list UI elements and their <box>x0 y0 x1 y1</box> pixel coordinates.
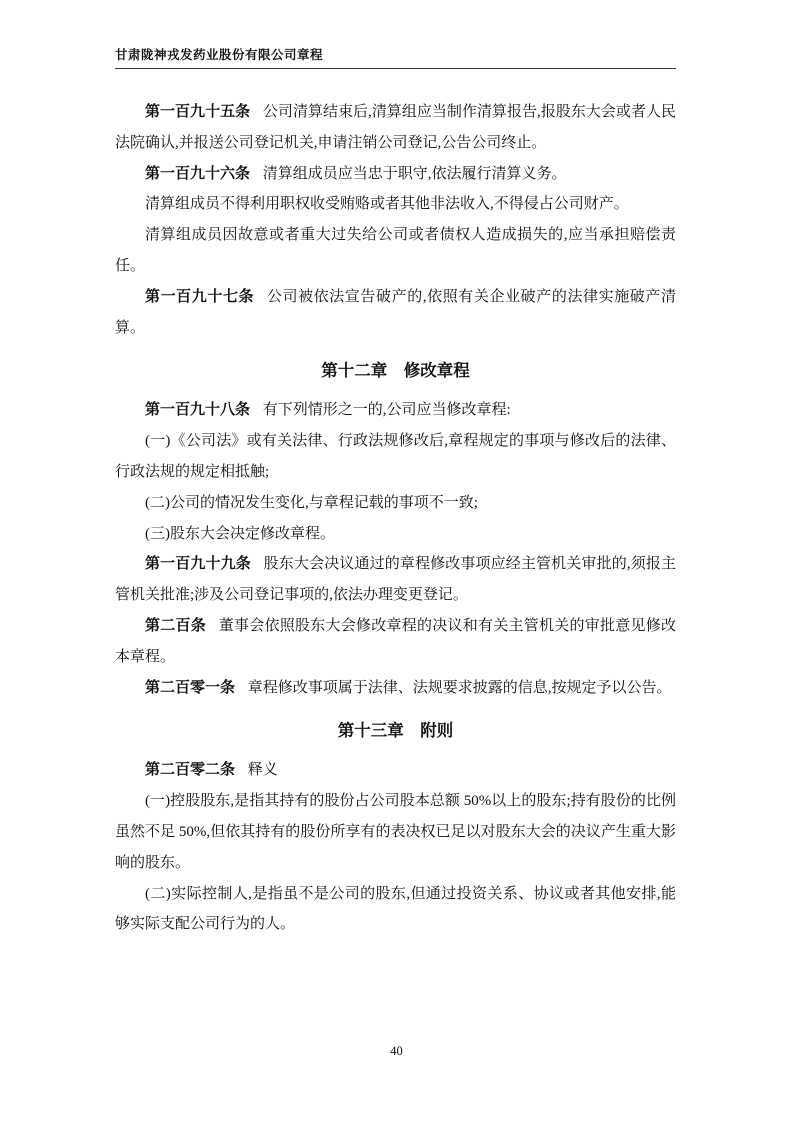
paragraph <box>115 549 676 611</box>
article-number: 第二百零一条 <box>145 679 236 696</box>
paragraph-text: 公司清算结束后,清算组应当制作清算报告,报股东大会或者人民法院确认,并报送公司登记机关,申请注销公司登记,公告公司终止。 <box>115 104 676 151</box>
paragraph-text: 董事会依照股东大会修改章程的决议和有关主管机关的审批意见修改本章程。 <box>115 617 676 665</box>
paragraph <box>115 519 676 550</box>
document-body <box>115 69 676 940</box>
header-title: 甘肃陇神戎发药业股份有限公司章程 <box>115 48 324 62</box>
paragraph <box>115 97 676 159</box>
paragraph-text: 清算组成员不得利用职权收受贿赂或者其他非法收入,不得侵占公司财产。 <box>145 196 629 213</box>
article-number: 第二百条 <box>145 617 206 634</box>
paragraph <box>115 786 676 878</box>
paragraph <box>115 879 676 941</box>
page-number: 40 <box>390 1044 403 1058</box>
paragraph-text: (一)《公司法》或有关法律、行政法规修改后,章程规定的事项与修改后的法律、行政法规的规定相抵触; <box>115 433 676 480</box>
paragraph-text: 清算组成员应当忠于职守,依法履行清算义务。 <box>262 165 567 182</box>
article-number: 第一百九十五条 <box>145 104 251 120</box>
paragraph-text: (二)公司的情况发生变化,与章程记载的事项不一致; <box>145 494 478 511</box>
paragraph-text: 释义 <box>247 762 278 779</box>
paragraph-text: (三)股东大会决定修改章程。 <box>145 525 335 542</box>
article-number: 第一百九十六条 <box>145 165 251 182</box>
paragraph <box>115 488 676 519</box>
paragraph-text: 章程修改事项属于法律、法规要求披露的信息,按规定予以公告。 <box>247 679 672 696</box>
paragraph-text: 清算组成员因故意或者重大过失给公司或者债权人造成损失的,应当承担赔偿责任。 <box>115 227 676 274</box>
paragraph-text: (一)控股股东,是指其持有的股份占公司股本总额 50%以上的股东;持有股份的比例虽然不足 50%,但依其持有的股份所享有的表决权已足以对股东大会的决议产生重大影响的股东。 <box>115 793 676 871</box>
paragraph <box>115 611 676 673</box>
article-number: 第二百零二条 <box>145 762 236 779</box>
paragraph-text: 有下列情形之一的,公司应当修改章程: <box>262 402 511 419</box>
chapter-heading: 第十二章 修改章程 <box>321 361 470 381</box>
paragraph <box>115 282 676 344</box>
paragraph <box>115 395 676 426</box>
paragraph-text: (二)实际控制人,是指虽不是公司的股东,但通过投资关系、协议或者其他安排,能够实际支配公司行为的人。 <box>115 885 676 933</box>
paragraph-text: 公司被依法宣告破产的,依照有关企业破产的法律实施破产清算。 <box>115 288 676 336</box>
paragraph <box>115 755 676 786</box>
article-number: 第一百九十七条 <box>145 288 255 305</box>
paragraph <box>115 189 676 220</box>
paragraph <box>115 426 676 488</box>
paragraph <box>115 220 676 282</box>
article-number: 第一百九十八条 <box>145 402 251 419</box>
page-header <box>115 0 676 69</box>
paragraph <box>115 673 676 704</box>
paragraph-text: 股东大会决议通过的章程修改事项应经主管机关审批的,须报主管机关批准;涉及公司登记事项的,依法办理变更登记。 <box>115 556 676 604</box>
paragraph <box>115 159 676 190</box>
article-number: 第一百九十九条 <box>145 556 251 573</box>
chapter-heading: 第十三章 附则 <box>337 721 454 741</box>
